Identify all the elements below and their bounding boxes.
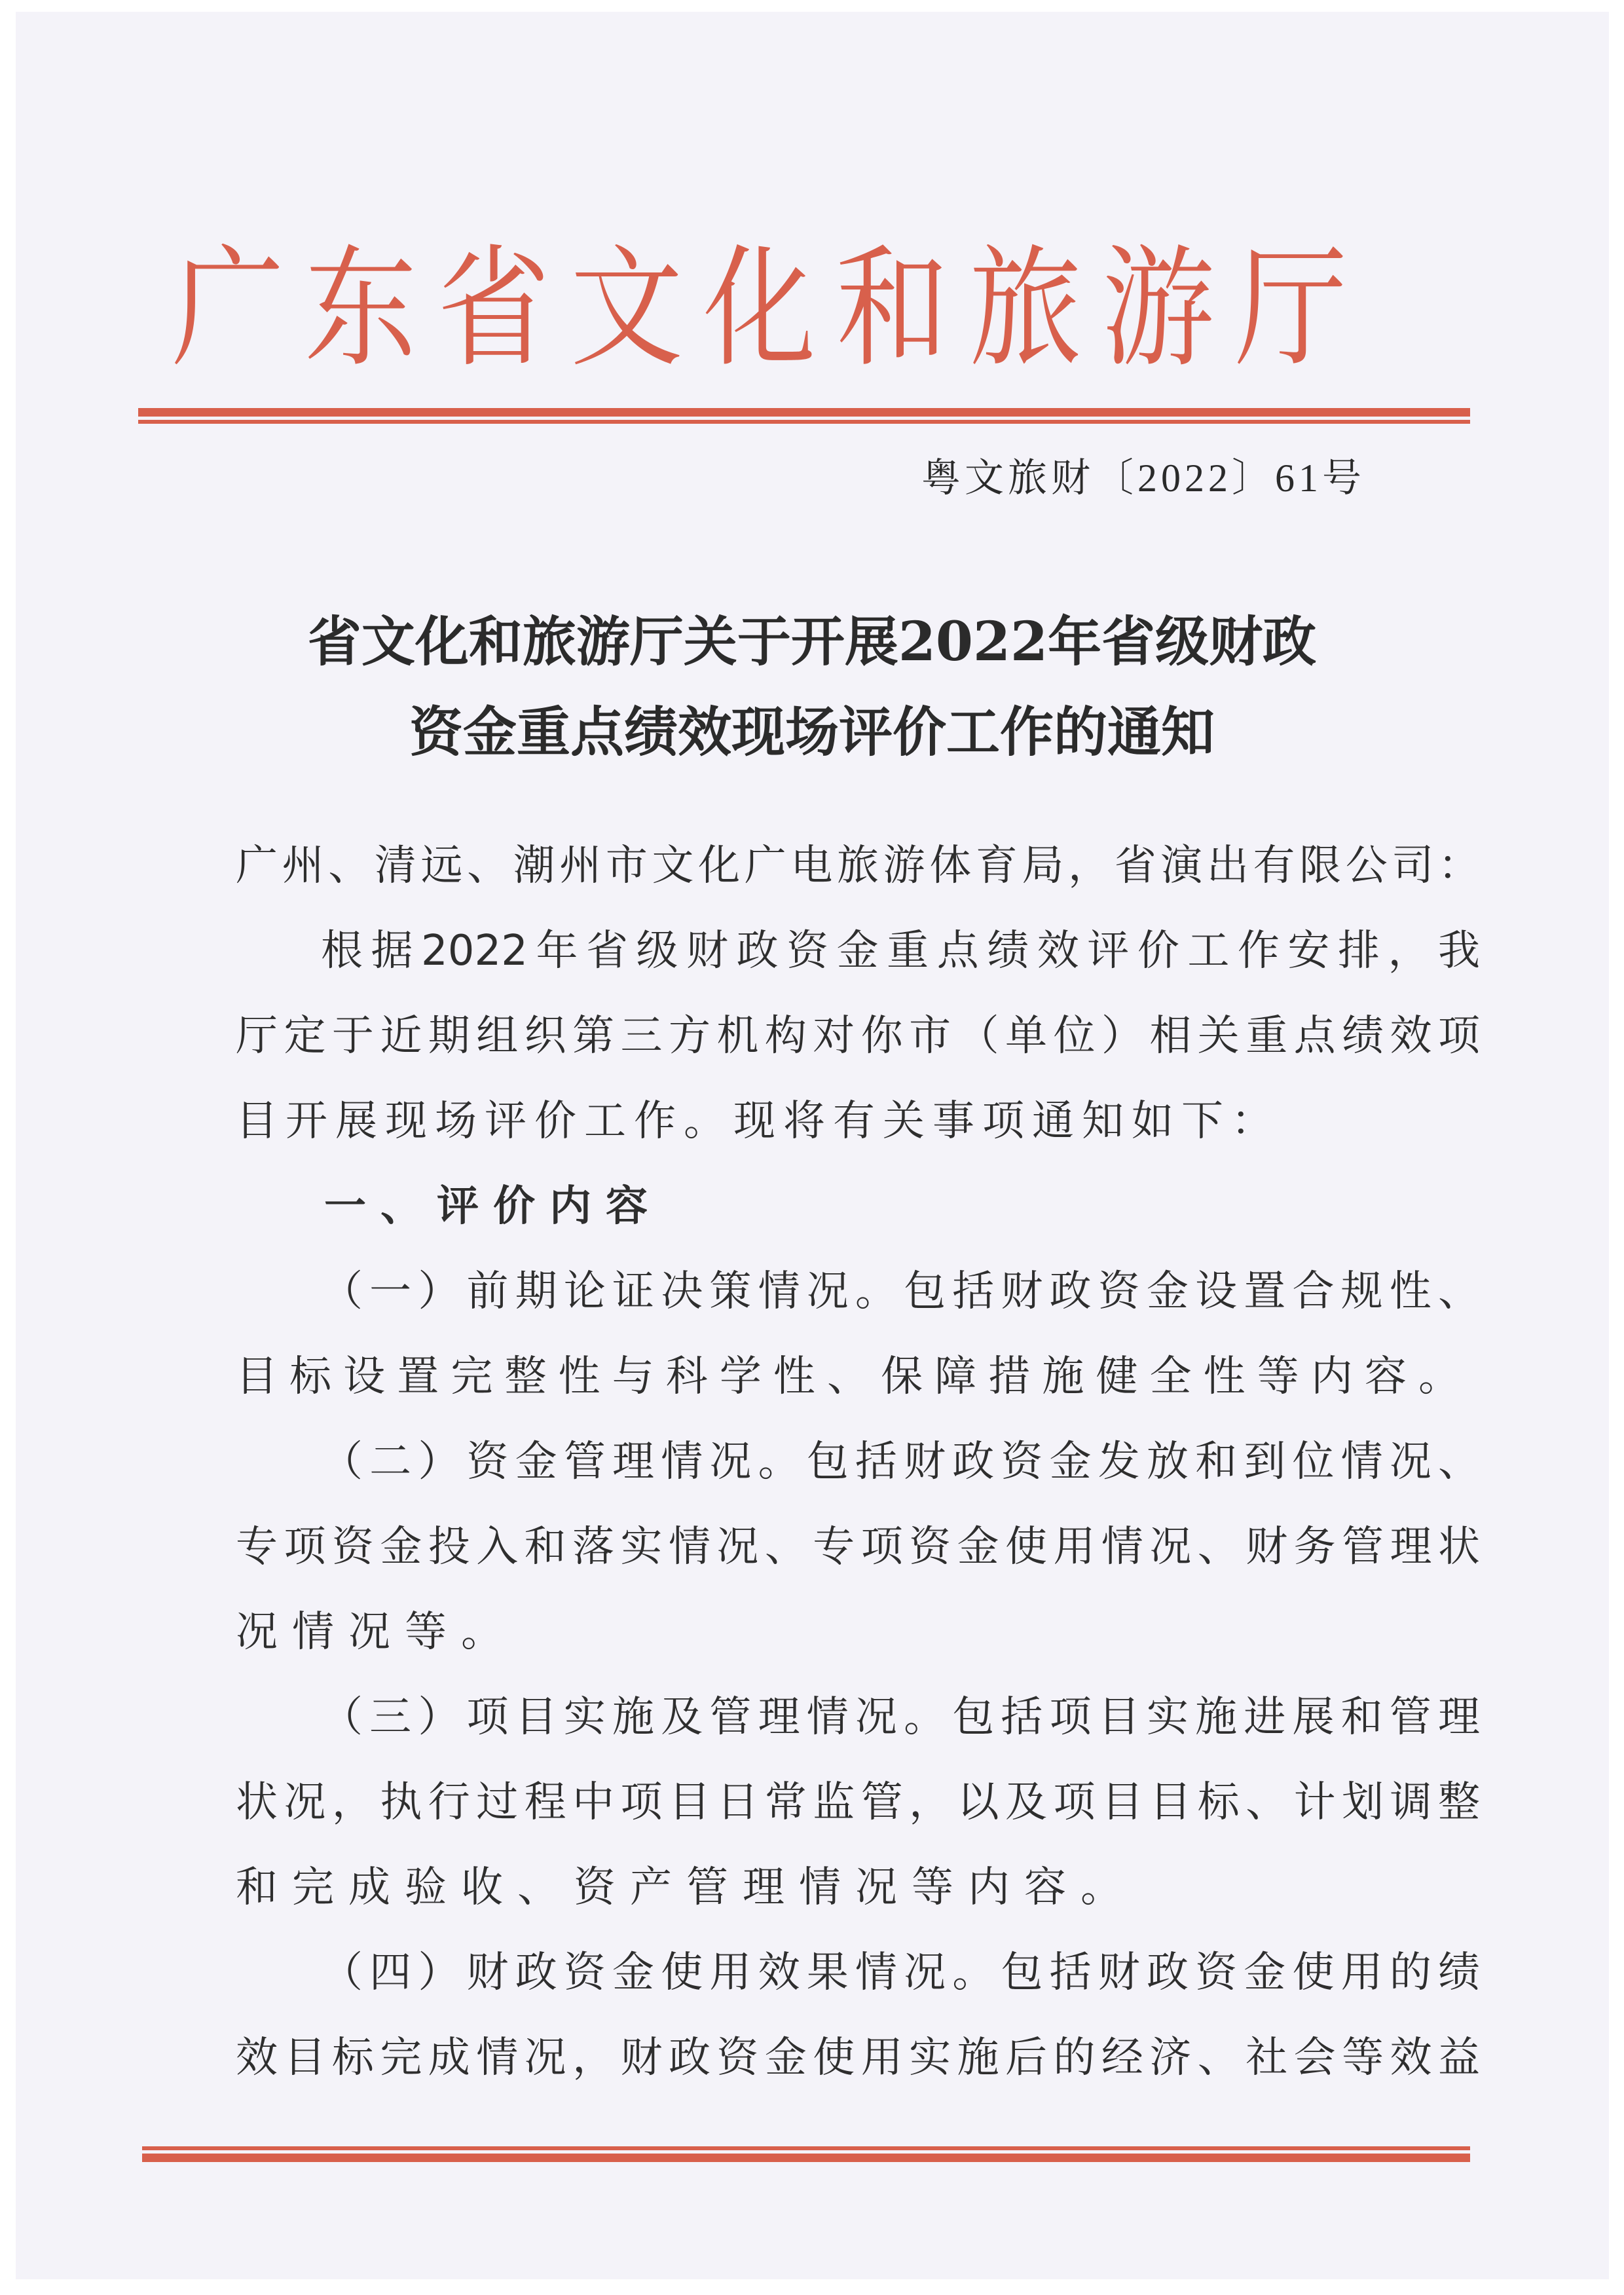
masthead-rule-thin [138,420,1470,424]
item-2-line: 况情况等。 [236,1608,517,1656]
item-1-line: （一）前期论证决策情况。包括财政资金设置合规性、 [321,1267,1480,1316]
intro-line: 目开展现场评价工作。现将有关事项通知如下： [236,1097,1281,1146]
intro-line: 根据2022年省级财政资金重点绩效评价工作安排，我 [321,927,1480,975]
item-3-line: 和完成验收、资产管理情况等内容。 [236,1863,1137,1912]
recipients-line: 广州、清远、潮州市文化广电旅游体育局，省演出有限公司： [236,842,1480,890]
item-2-line: 专项资金投入和落实情况、专项资金使用情况、财务管理状 [236,1523,1480,1571]
footer-rule-thick [142,2154,1470,2162]
item-3-line: 状况，执行过程中项目日常监管，以及项目目标、计划调整 [236,1778,1480,1827]
document-title-line-1: 省文化和旅游厅关于开展2022年省级财政 [307,610,1317,673]
item-4-line: 效目标完成情况，财政资金使用实施后的经济、社会等效益 [236,2034,1480,2082]
masthead-rule-thick [138,408,1470,417]
section-heading: 一、评价内容 [324,1182,662,1231]
footer-rule-thin [142,2146,1470,2150]
document-title-line-2: 资金重点绩效现场评价工作的通知 [409,701,1215,764]
item-2-line: （二）资金管理情况。包括财政资金发放和到位情况、 [321,1438,1480,1486]
intro-line: 厅定于近期组织第三方机构对你市（单位）相关重点绩效项 [236,1012,1480,1060]
item-4-line: （四）财政资金使用效果情况。包括财政资金使用的绩 [321,1949,1480,1997]
masthead-org-name: 广东省文化和旅游厅 [172,233,1368,385]
item-1-line: 目标设置完整性与科学性、保障措施健全性等内容。 [236,1353,1460,1401]
item-3-line: （三）项目实施及管理情况。包括项目实施进展和管理 [321,1693,1480,1742]
document-number: 粤文旅财〔2022〕61号 [921,457,1365,500]
